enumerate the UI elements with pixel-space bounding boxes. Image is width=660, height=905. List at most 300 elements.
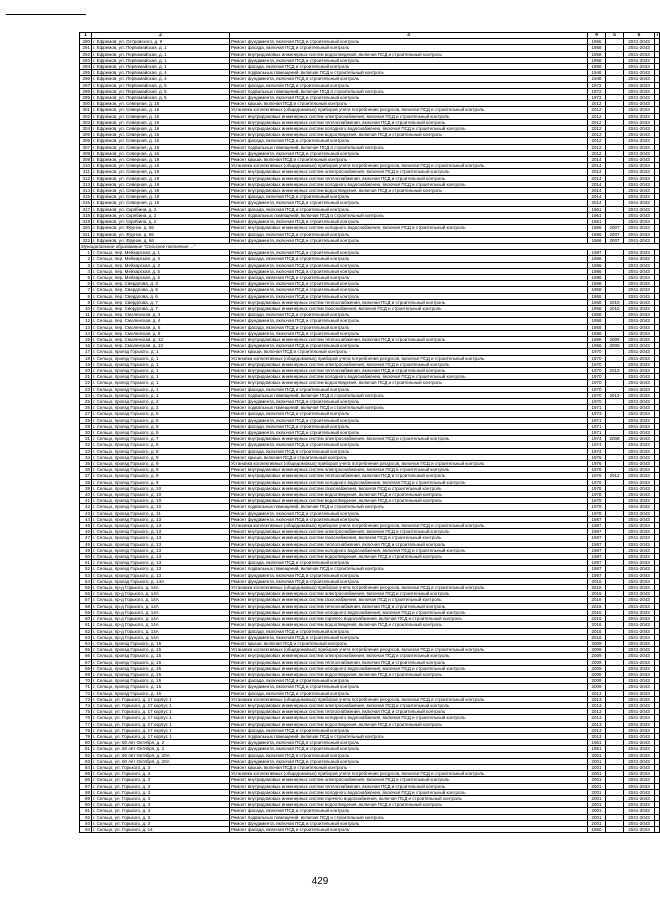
address-cell: г. Сельцо, пер. Мейхарская, д. 3 — [92, 262, 230, 268]
row-number: 88 — [80, 789, 92, 795]
address-cell: г. Сельцо, проезд Горького, д. 15 — [92, 653, 230, 659]
row-number: 70 — [80, 678, 92, 684]
planned-period-cell: 2041-2043 — [624, 684, 655, 690]
row-number: 23 — [80, 386, 92, 392]
planned-period-cell: 2041-2043 — [624, 70, 655, 76]
row-number: 290 — [80, 39, 92, 45]
year-built-cell: 1970 — [588, 398, 606, 404]
work-type-cell: Ремонт подвальных помещений, включая ПСД и строительный контроль — [230, 814, 588, 820]
address-cell: г. Сельцо, пер. Смоленская, д. 5 — [92, 324, 230, 330]
year-built-cell: 1971 — [588, 417, 606, 423]
address-cell: г. Сельцо, проезд Горького, д. 16 — [92, 690, 230, 696]
year-built-cell: 1974 — [588, 442, 606, 448]
planned-period-cell: 2041-2043 — [624, 802, 655, 808]
work-type-cell: Ремонт внутридомовых инженерных систем холодного водоснабжения, включая ПСД и строительный контроль — [230, 479, 588, 485]
year-built-cell: 2013 — [588, 721, 606, 727]
year-built-cell: 2009 — [588, 678, 606, 684]
last-repair-year-cell: 2007 — [606, 225, 624, 231]
work-type-cell: Ремонт внутридомовых инженерных систем электроснабжения, включая ПСД и строительный контроль — [230, 467, 588, 473]
year-built-cell: 2012 — [588, 144, 606, 150]
row-number: 55 — [80, 585, 92, 591]
address-cell: г. Сельцо, проезд Горького, д. 15 — [92, 678, 230, 684]
row-number: 317 — [80, 206, 92, 212]
row-number: 92 — [80, 814, 92, 820]
address-cell: г. Сельцо, пр-д Горького, д. 14А — [92, 616, 230, 622]
row-number: 37 — [80, 473, 92, 479]
year-built-cell: 2012 — [588, 113, 606, 119]
row-number: 315 — [80, 194, 92, 200]
column-header: 7 — [656, 32, 659, 38]
address-cell: г. Сельцо, ул. Горького, д. 3 — [92, 783, 230, 789]
row-number: 80 — [80, 740, 92, 746]
address-cell: г. Сельцо, пр-д Горького, д. 14А — [92, 634, 230, 640]
year-built-cell: 2012 — [588, 150, 606, 156]
year-built-cell: 1948 — [588, 70, 606, 76]
planned-period-cell: 2041-2043 — [624, 628, 655, 634]
year-built-cell: 1956 — [588, 343, 606, 349]
planned-period-cell: 2041-2043 — [624, 361, 655, 367]
planned-period-cell: 2041-2043 — [624, 417, 655, 423]
work-type-cell: Ремонт фасада, включая ПСД и строительный контроль — [230, 386, 588, 392]
address-cell: г. Сельцо, проезд Горького, д. 7 — [92, 436, 230, 442]
work-type-cell: Ремонт фундамента, включая ПСД и строительный контроль — [230, 516, 588, 522]
planned-period-cell: 2041-2043 — [624, 467, 655, 473]
year-built-cell: 2016 — [588, 578, 606, 584]
planned-period-cell: 2041-2043 — [624, 150, 655, 156]
last-repair-year-cell: 2008 — [606, 436, 624, 442]
year-built-cell: 2014 — [588, 169, 606, 175]
year-built-cell: 2014 — [588, 157, 606, 163]
column-header: 4 — [588, 33, 606, 39]
planned-period-cell: 2041-2043 — [624, 560, 655, 566]
year-built-cell: 1972 — [588, 88, 606, 94]
year-built-cell: 1986 — [588, 274, 606, 280]
year-built-cell: 2012 — [588, 119, 606, 125]
year-built-cell: 1966 — [588, 237, 606, 243]
address-cell: г. Сельцо, пер. Свердлова, д. 5 — [92, 287, 230, 293]
address-cell: г. Сельцо, проезд Горького, д. 13 — [92, 535, 230, 541]
year-built-cell: 1987 — [588, 560, 606, 566]
row-number: 291 — [80, 45, 92, 51]
row-number: 16 — [80, 343, 92, 349]
work-type-cell: Ремонт подвальных помещений, включая ПСД и строительный контроль — [230, 405, 588, 411]
year-built-cell: 1973 — [588, 411, 606, 417]
work-type-cell: Ремонт внутридомовых инженерных систем газоснабжения, включая ПСД и строительный контроль — [230, 485, 588, 491]
work-type-cell: Ремонт фундамента, включая ПСД и строительный контроль — [230, 262, 588, 268]
address-cell: г. Ефремов, ул. Северная, д. 19 — [92, 194, 230, 200]
work-type-cell: Ремонт внутридомовых инженерных систем газоснабжения, включая ПСД и строительный контроль — [230, 597, 588, 603]
year-built-cell: 1987 — [588, 541, 606, 547]
year-built-cell: 2016 — [588, 634, 606, 640]
row-number: 312 — [80, 175, 92, 181]
column-header: 6 — [624, 33, 655, 39]
last-repair-year-cell — [606, 827, 624, 833]
address-cell: г. Ефремов, ул. Первомайская, д. 5 — [92, 88, 230, 94]
row-number: 42 — [80, 504, 92, 510]
row-number: 306 — [80, 138, 92, 144]
row-number: 87 — [80, 783, 92, 789]
address-cell: г. Сельцо, проезд Горького, д. 15 — [92, 647, 230, 653]
address-cell: г. Ефремов, ул. Первомайская, д. 5 — [92, 82, 230, 88]
work-type-cell: Ремонт фундамента, включая ПСД и строительный контроль — [230, 572, 588, 578]
row-number: 31 — [80, 436, 92, 442]
year-built-cell: 2001 — [588, 752, 606, 758]
address-cell: г. Ефремов, ул. Северная, д. 19 — [92, 200, 230, 206]
work-type-cell: Ремонт внутридомовых инженерных систем водоотведения, включая ПСД и строительный контроль — [230, 132, 588, 138]
planned-period-cell: 2041-2043 — [624, 578, 655, 584]
work-type-cell: Ремонт внутридомовых инженерных систем теплоснабжения, включая ПСД и строительный контроль — [230, 709, 588, 715]
work-type-cell: Ремонт фундамента, включая ПСД и строительный контроль — [230, 398, 588, 404]
planned-period-cell: 2041-2043 — [624, 336, 655, 342]
address-cell: г. Сельцо, проезд Горького, д. 10 — [92, 498, 230, 504]
year-built-cell: 1958 — [588, 51, 606, 57]
address-cell: г. Ефремов, ул. Фрунзе, д. 66 — [92, 231, 230, 237]
address-cell: г. Сельцо, ул. Горького, д. 3 — [92, 820, 230, 826]
year-built-cell: 1978 — [588, 510, 606, 516]
address-cell: г. Сельцо, пер. Свердлова, д. 7 — [92, 305, 230, 311]
planned-period-cell: 2041-2043 — [624, 423, 655, 429]
year-built-cell: 1961 — [588, 212, 606, 218]
address-cell: г. Сельцо, ул. 60 лет Октября, д. 20А — [92, 758, 230, 764]
work-type-cell: Ремонт фундамента, включая ПСД и строительный контроль — [230, 237, 588, 243]
planned-period-cell: 2041-2043 — [624, 777, 655, 783]
planned-period-cell: 2041-2043 — [624, 380, 655, 386]
year-built-cell: 2016 — [588, 609, 606, 615]
address-cell: г. Ефремов, ул. Северная, д. 16 — [92, 107, 230, 113]
year-built-cell: 1966 — [588, 39, 606, 45]
planned-period-cell: 2041-2043 — [624, 299, 655, 305]
planned-period-cell: 2041-2043 — [624, 671, 655, 677]
year-built-cell: 2016 — [588, 622, 606, 628]
address-cell: г. Сельцо, ул. Горького, д. 3 — [92, 764, 230, 770]
year-built-cell: 1987 — [588, 250, 606, 256]
work-type-cell: Ремонт внутридомовых инженерных систем теплоснабжения, включая ПСД и строительный контроль — [230, 783, 588, 789]
planned-period-cell: 2041-2043 — [624, 789, 655, 795]
address-cell: г. Сельцо, пер. Смоленская, д. 13 — [92, 343, 230, 349]
row-number: 71 — [80, 684, 92, 690]
year-built-cell: 1961 — [588, 219, 606, 225]
work-type-cell: Ремонт фундамента, включая ПСД и строительный контроль — [230, 219, 588, 225]
row-number: 25 — [80, 398, 92, 404]
address-cell: г. Ефремов, ул. Первомайская, д. 4 — [92, 70, 230, 76]
address-cell: г. Сельцо, пер. Смоленская, д. 3 — [92, 312, 230, 318]
year-built-cell: 1976 — [588, 479, 606, 485]
address-cell: г. Сельцо, пр-д Горького, д. 14А — [92, 628, 230, 634]
work-type-cell: Установка коллективных (общедомовых) приборов учета потребления ресурсов, включая ПСД и строительный контроль — [230, 771, 588, 777]
address-cell: г. Ефремов, ул. Фрунзе, д. 66 — [92, 237, 230, 243]
address-cell: г. Сельцо, ул. Горького, д. 3 — [92, 795, 230, 801]
work-type-cell: Ремонт фундамента, включая ПСД и строительный контроль — [230, 442, 588, 448]
year-built-cell: 1976 — [588, 461, 606, 467]
row-number: 12 — [80, 318, 92, 324]
work-type-cell: Ремонт крыши, включая ПСД и строительный контроль — [230, 640, 588, 646]
work-type-cell: Ремонт подвальных помещений, включая ПСД и строительный контроль — [230, 566, 588, 572]
work-type-cell: Ремонт фундамента, включая ПСД и строительный контроль — [230, 287, 588, 293]
work-type-cell: Ремонт внутридомовых инженерных систем горячего водоснабжения, включая ПСД и строительный контроль — [230, 795, 588, 801]
row-number: 69 — [80, 671, 92, 677]
planned-period-cell: 2041-2043 — [624, 119, 655, 125]
planned-period-cell: 2041-2043 — [624, 262, 655, 268]
work-type-cell: Установка коллективных (общедомовых) приборов учета потребления ресурсов, включая ПСД и строительный контроль — [230, 355, 588, 361]
work-type-cell: Ремонт внутридомовых инженерных систем холодного водоснабжения, включая ПСД и строительный контроль — [230, 126, 588, 132]
work-type-cell: Ремонт внутридомовых инженерных систем теплоснабжения, включая ПСД и строительный контроль — [230, 541, 588, 547]
row-number: 40 — [80, 492, 92, 498]
work-type-cell: Ремонт фасада, включая ПСД и строительный контроль — [230, 628, 588, 634]
year-built-cell: 1970 — [588, 367, 606, 373]
address-cell: г. Сельцо, пер. Мейхарская, д. 5 — [92, 268, 230, 274]
planned-period-cell: 2041-2043 — [624, 690, 655, 696]
row-number: 8 — [80, 293, 92, 299]
planned-period-cell: 2041-2043 — [624, 107, 655, 113]
row-number: 48 — [80, 541, 92, 547]
address-cell: г. Ефремов, ул. Фрунзе, д. 66 — [92, 225, 230, 231]
year-built-cell: 1972 — [588, 95, 606, 101]
year-built-cell: 2012 — [588, 107, 606, 113]
planned-period-cell: 2041-2043 — [624, 808, 655, 814]
work-type-cell: Ремонт фасада, включая ПСД и строительный контроль — [230, 312, 588, 318]
planned-period-cell: 2041-2043 — [624, 547, 655, 553]
row-number: 293 — [80, 57, 92, 63]
year-built-cell: 2016 — [588, 585, 606, 591]
row-number: 52 — [80, 566, 92, 572]
row-number: 46 — [80, 529, 92, 535]
last-repair-year-cell: 2009 — [606, 343, 624, 349]
planned-period-cell: 2041-2043 — [624, 640, 655, 646]
row-number: 30 — [80, 430, 92, 436]
work-type-cell: Ремонт внутридомовых инженерных систем холодного водоснабжения, включая ПСД и строительный контроль — [230, 609, 588, 615]
work-type-cell: Ремонт крыши, включая ПСД и строительный контроль — [230, 101, 588, 107]
row-number: 38 — [80, 479, 92, 485]
year-built-cell: 2016 — [588, 591, 606, 597]
planned-period-cell: 2041-2043 — [624, 603, 655, 609]
work-type-cell: Ремонт подвальных помещений, включая ПСД и строительный контроль — [230, 733, 588, 739]
planned-period-cell: 2041-2043 — [624, 206, 655, 212]
repair-schedule-table — [79, 32, 660, 833]
row-number: 51 — [80, 560, 92, 566]
address-cell: г. Ефремов, ул. Северная, д. 19 — [92, 163, 230, 169]
row-number: 45 — [80, 523, 92, 529]
work-type-cell: Ремонт фундамента, включая ПСД и строительный контроль — [230, 820, 588, 826]
address-cell: г. Сельцо, проезд Горького, д. 5 — [92, 411, 230, 417]
address-cell: г. Сельцо, пер. Смоленская, д. 13 — [92, 336, 230, 342]
row-number: 94 — [80, 827, 92, 833]
address-cell: г. Сельцо, пр-д Горького, д. 14А — [92, 609, 230, 615]
year-built-cell: 2016 — [588, 597, 606, 603]
planned-period-cell: 2041-2043 — [624, 113, 655, 119]
work-type-cell: Ремонт фундамента, включая ПСД и строительный контроль — [230, 578, 588, 584]
row-number: 320 — [80, 225, 92, 231]
row-number: 57 — [80, 597, 92, 603]
row-number: 82 — [80, 752, 92, 758]
year-built-cell: 1978 — [588, 492, 606, 498]
work-type-cell: Ремонт фундамента, включая ПСД и строительный контроль — [230, 330, 588, 336]
row-number: 81 — [80, 746, 92, 752]
year-built-cell: 2013 — [588, 727, 606, 733]
work-type-cell: Ремонт фундамента, включая ПСД и строительный контроль — [230, 746, 588, 752]
planned-period-cell: 2041-2043 — [624, 709, 655, 715]
year-built-cell: 1987 — [588, 547, 606, 553]
planned-period-cell: 2041-2043 — [624, 715, 655, 721]
work-type-cell: Ремонт внутридомовых инженерных систем теплоснабжения, включая ПСД и строительный контроль — [230, 175, 588, 181]
year-built-cell: 1978 — [588, 485, 606, 491]
row-number: 311 — [80, 169, 92, 175]
row-number: 9 — [80, 299, 92, 305]
planned-period-cell: 2041-2043 — [624, 609, 655, 615]
row-number: 292 — [80, 51, 92, 57]
planned-period-cell: 2041-2043 — [624, 274, 655, 280]
year-built-cell: 1978 — [588, 498, 606, 504]
work-type-cell: Ремонт внутридомовых инженерных систем газоснабжения, включая ПСД и строительный контроль — [230, 305, 588, 311]
year-built-cell: 1987 — [588, 516, 606, 522]
row-number: 79 — [80, 733, 92, 739]
section-title: Муниципальное образование "Сельское поселение ..." — [80, 243, 660, 249]
planned-period-cell: 2041-2043 — [624, 473, 655, 479]
work-type-cell: Ремонт фасада, включая ПСД и строительный контроль — [230, 274, 588, 280]
planned-period-cell: 2041-2043 — [624, 454, 655, 460]
address-cell: г. Сельцо, проезд Горького, д. 1 — [92, 367, 230, 373]
planned-period-cell: 2041-2043 — [624, 367, 655, 373]
work-type-cell: Ремонт подвальных помещений, включая ПСД и строительный контроль — [230, 70, 588, 76]
planned-period-cell: 2041-2043 — [624, 355, 655, 361]
planned-period-cell: 2041-2043 — [624, 281, 655, 287]
planned-period-cell: 2041-2043 — [624, 535, 655, 541]
work-type-cell: Ремонт фундамента, включая ПСД и строительный контроль — [230, 293, 588, 299]
row-number: 39 — [80, 485, 92, 491]
row-number: 294 — [80, 64, 92, 70]
address-cell: г. Сельцо, пр-д Горького, д. 14А — [92, 603, 230, 609]
year-built-cell: 1958 — [588, 45, 606, 51]
planned-period-cell: 2041-2043 — [624, 566, 655, 572]
work-type-cell: Ремонт фундамента, включая ПСД и строительный контроль — [230, 417, 588, 423]
planned-period-cell: 2041-2043 — [624, 733, 655, 739]
year-built-cell: 1978 — [588, 504, 606, 510]
row-number: 24 — [80, 392, 92, 398]
address-cell: г. Ефремов, ул. Северная, д. 19 — [92, 181, 230, 187]
row-number: 301 — [80, 107, 92, 113]
work-type-cell: Ремонт внутридомовых инженерных систем электроснабжения, включая ПСД и строительный контроль — [230, 169, 588, 175]
address-cell: г. Сельцо, проезд Горького, д. 13 — [92, 516, 230, 522]
row-number: 86 — [80, 777, 92, 783]
year-built-cell: 2012 — [588, 101, 606, 107]
planned-period-cell: 2041-2043 — [624, 126, 655, 132]
work-type-cell: Ремонт фасада, включая ПСД и строительный контроль — [230, 64, 588, 70]
column-header: 3 — [230, 33, 588, 39]
work-type-cell: Ремонт подвальных помещений, включая ПСД и строительный контроль — [230, 212, 588, 218]
year-built-cell: 1958 — [588, 330, 606, 336]
address-cell: г. Сельцо, проезд Горького, д. 13 — [92, 529, 230, 535]
year-built-cell: 2001 — [588, 777, 606, 783]
year-built-cell: 1958 — [588, 312, 606, 318]
work-type-cell: Ремонт фундамента, включая ПСД и строительный контроль — [230, 510, 588, 516]
row-number: 10 — [80, 305, 92, 311]
year-built-cell: 1976 — [588, 467, 606, 473]
work-type-cell: Ремонт внутридомовых инженерных систем водоотведения, включая ПСД и строительный контроль — [230, 554, 588, 560]
year-built-cell: 1987 — [588, 535, 606, 541]
work-type-cell: Ремонт внутридомовых инженерных систем водоотведения, включая ПСД и строительный контроль — [230, 492, 588, 498]
address-cell: г. Сельцо, проезд Горького, д. 6 — [92, 430, 230, 436]
work-type-cell: Ремонт фундамента, включая ПСД и строительный контроль — [230, 150, 588, 156]
address-cell: г. Ефремов, ул. Северная, д. 16 — [92, 132, 230, 138]
work-type-cell: Ремонт фасада, включая ПСД и строительный контроль — [230, 194, 588, 200]
year-built-cell: 1971 — [588, 430, 606, 436]
work-type-cell: Ремонт внутридомовых инженерных систем водоотведения, включая ПСД и строительный контроль — [230, 622, 588, 628]
row-number: 1 — [80, 250, 92, 256]
row-number: 11 — [80, 312, 92, 318]
year-built-cell: 1987 — [588, 529, 606, 535]
year-built-cell: 2014 — [588, 188, 606, 194]
planned-period-cell: 2041-2043 — [624, 82, 655, 88]
work-type-cell: Ремонт внутридомовых инженерных систем холодного водоснабжения, включая ПСД и строительный контроль — [230, 715, 588, 721]
row-number: 318 — [80, 212, 92, 218]
last-repair-year-cell: 2013 — [606, 392, 624, 398]
last-repair-year-cell: 2012 — [606, 473, 624, 479]
work-type-cell: Ремонт крыши, включая ПСД и строительный контроль — [230, 764, 588, 770]
row-number: 76 — [80, 715, 92, 721]
address-cell: г. Сельцо, проезд Горького, д. 10 — [92, 492, 230, 498]
row-number: 58 — [80, 603, 92, 609]
year-built-cell: 1987 — [588, 523, 606, 529]
row-number: 72 — [80, 690, 92, 696]
row-number: 300 — [80, 101, 92, 107]
address-cell: г. Ефремов, ул. Первомайская, д. 1 — [92, 57, 230, 63]
planned-period-cell: 2041-2043 — [624, 268, 655, 274]
work-type-cell: Ремонт подвальных помещений, включая ПСД и строительный контроль — [230, 88, 588, 94]
work-type-cell: Установка коллективных (общедомовых) приборов учета потребления ресурсов, включая ПСД и строительный контроль — [230, 696, 588, 702]
row-number: 68 — [80, 665, 92, 671]
row-number: 73 — [80, 696, 92, 702]
planned-period-cell: 2041-2043 — [624, 746, 655, 752]
work-type-cell: Ремонт внутридомовых инженерных систем холодного водоснабжения, включая ПСД и строительный контроль — [230, 181, 588, 187]
planned-period-cell: 2041-2043 — [624, 169, 655, 175]
year-built-cell: 2012 — [588, 132, 606, 138]
row-number: 303 — [80, 119, 92, 125]
planned-period-cell: 2041-2043 — [624, 411, 655, 417]
row-number: 18 — [80, 355, 92, 361]
year-built-cell: 2001 — [588, 764, 606, 770]
planned-period-cell: 2041-2043 — [624, 101, 655, 107]
year-built-cell: 2012 — [588, 126, 606, 132]
header-rule — [6, 14, 86, 15]
planned-period-cell: 2041-2043 — [624, 95, 655, 101]
planned-period-cell: 2041-2043 — [624, 740, 655, 746]
row-number: 297 — [80, 82, 92, 88]
year-built-cell: 2016 — [588, 616, 606, 622]
address-cell: г. Сельцо, проезд Горького, д. 1 — [92, 355, 230, 361]
year-built-cell: 1986 — [588, 268, 606, 274]
work-type-cell: Ремонт фасада, включая ПСД и строительный контроль — [230, 138, 588, 144]
year-built-cell: 1987 — [588, 554, 606, 560]
row-number: 63 — [80, 634, 92, 640]
year-built-cell: 2013 — [588, 696, 606, 702]
row-number: 295 — [80, 70, 92, 76]
year-built-cell: 1961 — [588, 746, 606, 752]
planned-period-cell: 2041-2043 — [624, 51, 655, 57]
row-number: 91 — [80, 808, 92, 814]
work-type-cell: Ремонт внутридомовых инженерных систем водоотведения, включая ПСД и строительный контроль — [230, 498, 588, 504]
work-type-cell: Ремонт внутридомовых инженерных систем электроснабжения, включая ПСД и строительный контроль — [230, 653, 588, 659]
work-type-cell: Ремонт внутридомовых инженерных систем электроснабжения, включая ПСД и строительный контроль — [230, 777, 588, 783]
row-number: 14 — [80, 330, 92, 336]
address-cell: г. Сельцо, проезд Горького, д. 6 — [92, 423, 230, 429]
year-built-cell: 1960 — [588, 827, 606, 833]
address-cell: г. Сельцо, пер. Мейхарская, д. 1 — [92, 250, 230, 256]
address-cell: г. Сельцо, пр-д Горького, д. 14А — [92, 597, 230, 603]
year-built-cell: 1986 — [588, 256, 606, 262]
address-cell: г. Ефремов, ул. Северная, д. 16 — [92, 101, 230, 107]
address-cell: г. Ефремов, ул. Северная, д. 19 — [92, 169, 230, 175]
row-number: 44 — [80, 516, 92, 522]
year-built-cell: 1958 — [588, 299, 606, 305]
